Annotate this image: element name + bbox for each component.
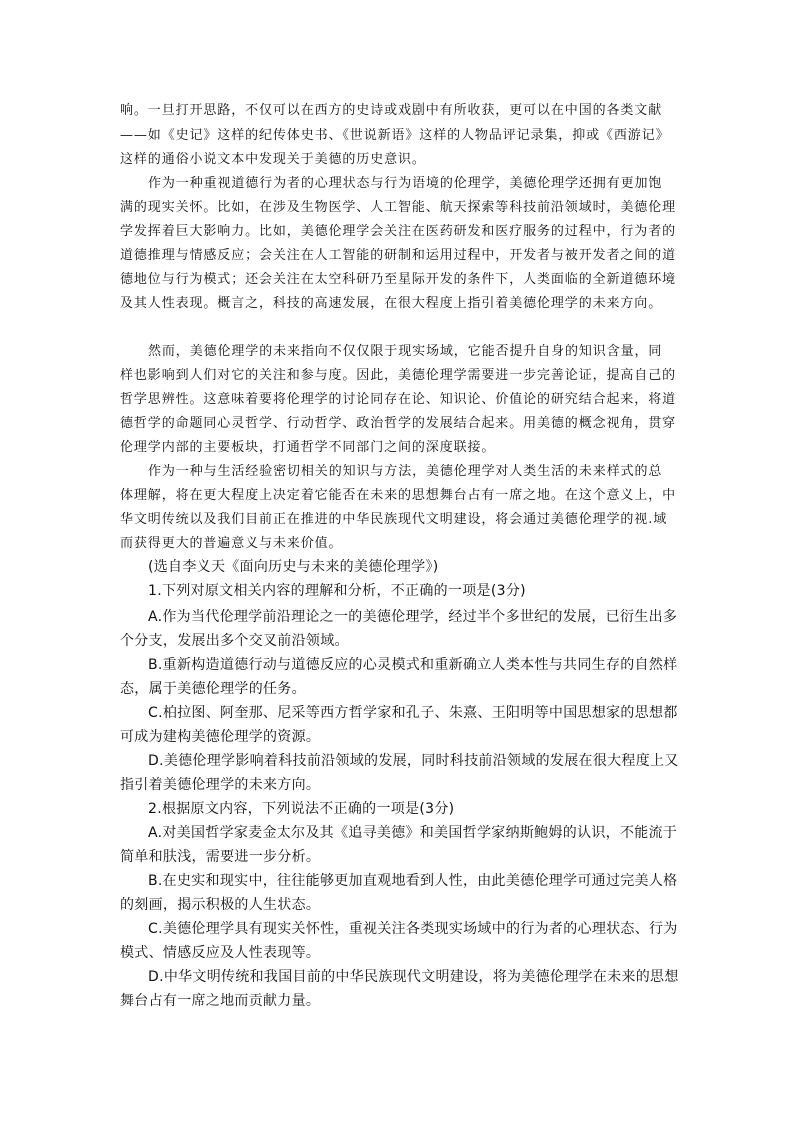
passage-line: 哲学思辨性。这意味着要将伦理学的讨论同存在论、知识论、价值论的研究结合起来，将道 <box>120 392 677 407</box>
question-2-option-d: D.中华文明传统和我国目前的中华民族现代文明建设，将为美德伦理学在未来的思想 <box>148 969 679 985</box>
question-1-option-b: B.重新构造道德行动与道德反应的心灵模式和重新确立人类本性与共同生存的自然样 <box>148 657 678 673</box>
question-2-stem: 2.根据原文内容，下列说法不正确的一项是(3分) <box>148 801 455 817</box>
question-2-option-a: 简单和肤浅，需要进一步分析。 <box>120 849 321 865</box>
question-2-option-b: 的刻画，揭示积极的人生状态。 <box>120 897 321 913</box>
question-2-option-b: B.在史实和现实中，往往能够更加直观地看到人性，由此美德伦理学可通过完美人格 <box>148 873 678 889</box>
question-1-option-a: 个分支，发展出多个交叉前沿领域。 <box>120 633 349 649</box>
passage-line: 作为一种重视道德行为者的心理状态与行为语境的伦理学，美德伦理学还拥有更加饱 <box>148 176 663 191</box>
question-2-option-d: 舞台占有一席之地而贡献力量。 <box>120 993 321 1009</box>
passage-line: 道德推理与情感反应；会关注在人工智能的研制和运用过程中，开发者与被开发者之间的道 <box>120 248 677 263</box>
question-2-option-c: C.美德伦理学具有现实关怀性，重视关注各类现实场域中的行为者的心理状态、行为 <box>148 921 678 937</box>
passage-line: 及其人性表现。概言之，科技的高速发展，在很大程度上指引着美德伦理学的未来方向。 <box>120 296 663 311</box>
passage-line: 德地位与行为模式；还会关注在太空科研乃至星际开发的条件下，人类面临的全新道德环境 <box>120 272 677 287</box>
passage-line: 响。一旦打开思路，不仅可以在西方的史诗或戏剧中有所收获，更可以在中国的各类文献 <box>120 103 663 118</box>
question-1-option-d: 指引着美德伦理学的未来方向。 <box>120 777 321 793</box>
passage-line: 而获得更大的普遍意义与未来价值。 <box>120 536 343 551</box>
source-citation: (选自李义天《面向历史与未来的美德伦理学》) <box>148 559 439 575</box>
question-1-option-a: A.作为当代伦理学前沿理论之一的美德伦理学，经过半个多世纪的发展，已衍生出多 <box>148 609 678 625</box>
question-1-option-b: 态，属于美德伦理学的任务。 <box>120 681 306 697</box>
question-1-stem: 1.下列对原文相关内容的理解和分析，不正确的一项是(3分) <box>148 583 526 599</box>
question-2-option-a: A.对美国哲学家麦金太尔及其《追寻美德》和美国哲学家纳斯鲍姆的认识，不能流于 <box>148 825 678 841</box>
passage-line: 伦理学内部的主要板块，打通哲学不同部门之间的深度联接。 <box>120 440 496 455</box>
question-2-option-c: 模式、情感反应及人性表现等。 <box>120 945 321 961</box>
passage-line: 满的现实关怀。比如，在涉及生物医学、人工智能、航天探索等科技前沿领域时，美德伦理 <box>120 200 677 215</box>
passage-line: 作为一种与生活经验密切相关的知识与方法，美德伦理学对人类生活的未来样式的总 <box>148 464 663 479</box>
question-1-option-c: 可成为建构美德伦理学的资源。 <box>120 729 321 745</box>
passage-line: 样也影响到人们对它的关注和参与度。因此，美德伦理学需要进一步完善论证，提高自己的 <box>120 368 677 383</box>
passage-line: 德哲学的命题同心灵哲学、行动哲学、政治哲学的发展结合起来。用美德的概念视角，贯穿 <box>120 416 677 431</box>
question-1-option-d: D.美德伦理学影响着科技前沿领域的发展，同时科技前沿领域的发展在很大程度上又 <box>148 753 679 769</box>
passage-line: 然而，美德伦理学的未来指向不仅仅限于现实场域，它能否提升自身的知识含量，同 <box>148 344 663 359</box>
passage-line: 华文明传统以及我们目前正在推进的中华民族现代文明建设，将会通过美德伦理学的视.域 <box>120 512 668 527</box>
question-1-option-c: C.柏拉图、阿奎那、尼采等西方哲学家和孔子、朱熹、王阳明等中国思想家的思想都 <box>148 705 678 721</box>
passage-line: 这样的通俗小说文本中发现关于美德的历史意识。 <box>120 152 426 167</box>
passage-line: ——如《史记》这样的纪传体史书、《世说新语》这样的人物品评记录集，抑或《西游记》 <box>120 128 670 143</box>
passage-line: 学发挥着巨大影响力。比如，美德伦理学会关注在医药研发和医疗服务的过程中，行为者的 <box>120 224 677 239</box>
passage-line: 体理解，将在更大程度上决定着它能否在未来的思想舞台占有一席之地。在这个意义上，中 <box>120 488 677 503</box>
